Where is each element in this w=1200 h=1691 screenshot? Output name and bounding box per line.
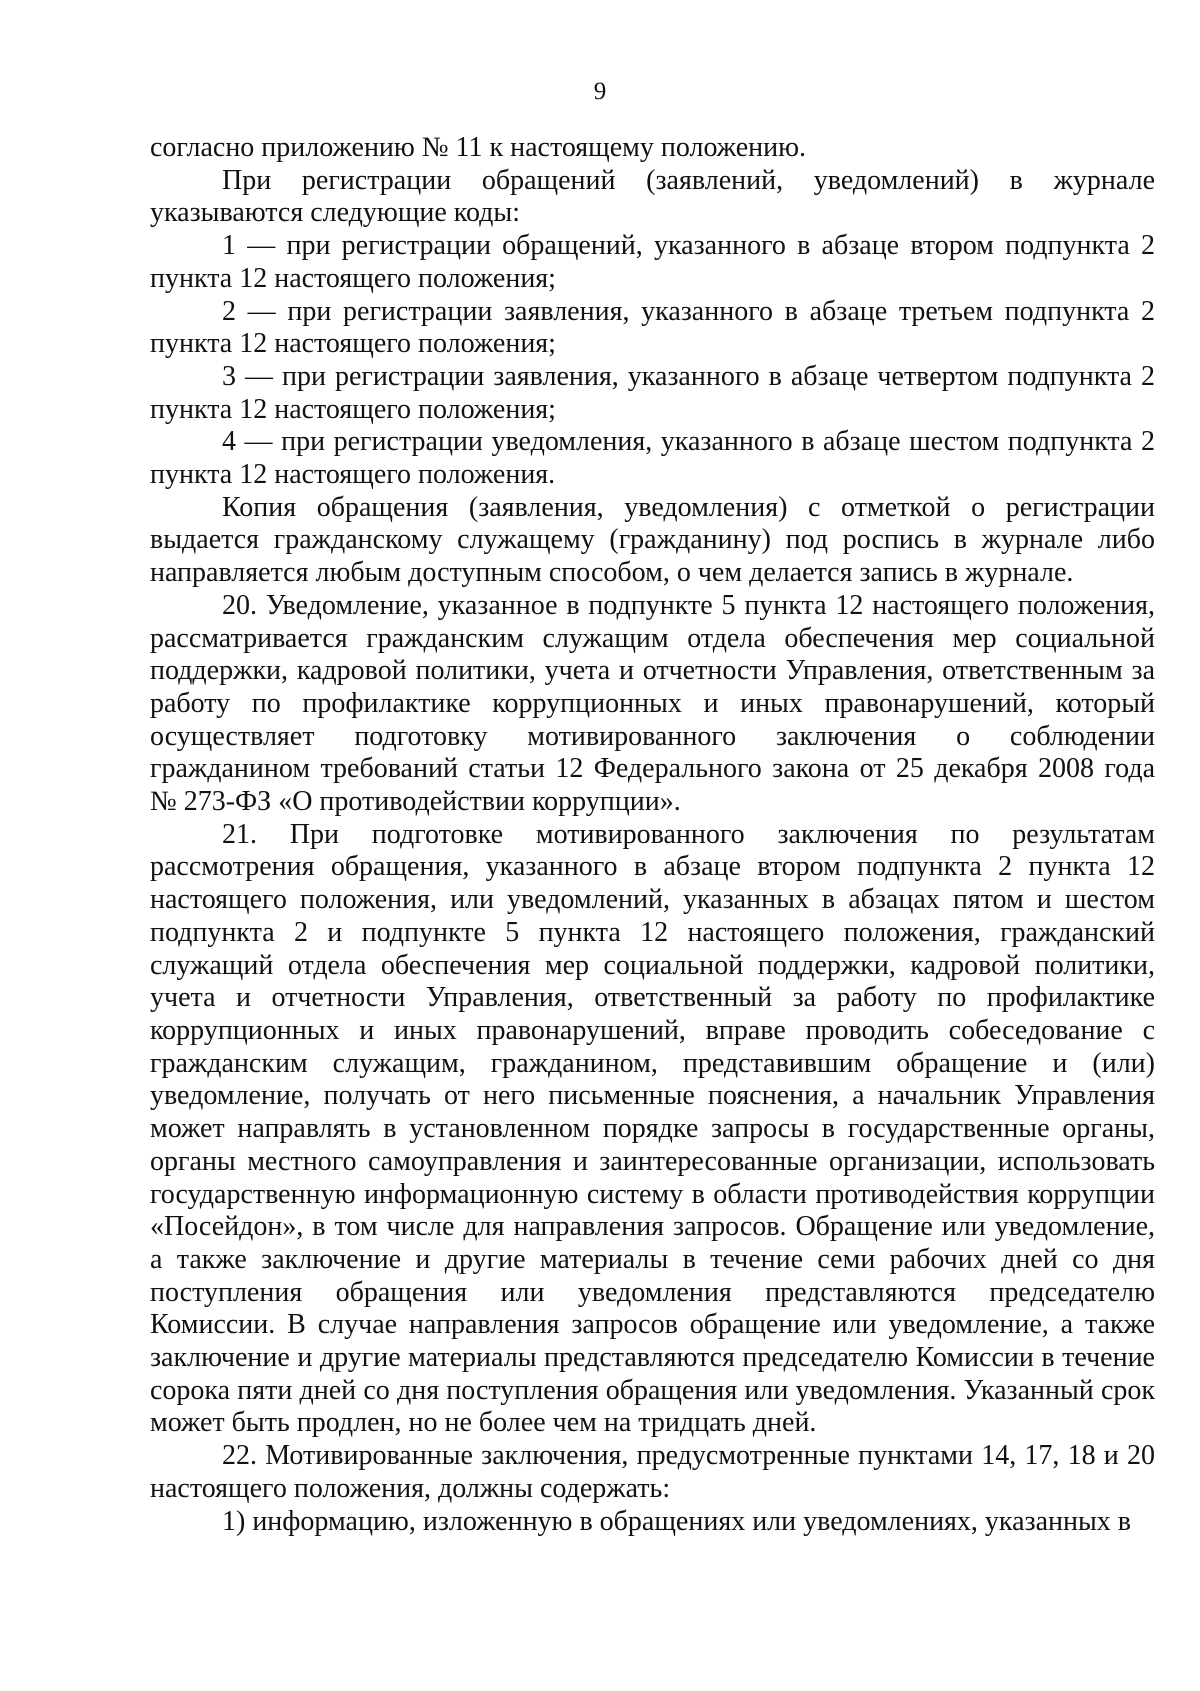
paragraph: 3 — при регистрации заявления, указанного в абзаце четвертом подпункта 2 пункта 12 настоящего положения;: [150, 360, 1155, 425]
paragraph: согласно приложению № 11 к настоящему положению.: [150, 132, 807, 163]
paragraph: 2 — при регистрации заявления, указанного в абзаце третьем подпункта 2 пункта 12 настоящего положения;: [150, 295, 1155, 360]
paragraph: 1) информацию, изложенную в обращениях или уведомлениях, указанных в: [222, 1505, 1132, 1537]
document-body: [150, 132, 1155, 1538]
paragraph: 21. При подготовке мотивированного заключения по результатам рассмотрения обращения, указанного в абзаце втором подпункта 2 пункта 12 настоящего положения, или уведомлений, указанных в абзацах пятом и шестом подпункта 2 и подпункте 5 пункта 12 настоящего положения, гражданский служащий отдела обеспечения мер социальной поддержки, кадровой политики, учета и отчетности Управления, ответственный за работу по профилактике коррупционных и иных правонарушений, вправе проводить собеседование с гражданским служащим, гражданином, представившим обращение и (или) уведомление, получать от него письменные пояснения, а начальник Управления может направлять в установленном порядке запросы в государственные органы, органы местного самоуправления и заинтересованные организации, использовать государственную информационную систему в области противодействия коррупции «Посейдон», в том числе для направления запросов. Обращение или уведомление, а также заключение и другие материалы в течение семи рабочих дней со дня поступления обращения или уведомления представляются председателю Комиссии. В случае направления запросов обращение или уведомление, а также заключение и другие материалы представляются председателю Комиссии в течение сорока пяти дней со дня поступления обращения или уведомления. Указанный срок может быть продлен, но не более чем на тридцать дней.: [150, 818, 1155, 1439]
paragraph: Копия обращения (заявления, уведомления) с отметкой о регистрации выдается гражданскому служащему (гражданину) под роспись в журнале либо направляется любым доступным способом, о чем делается запись в журнале.: [150, 491, 1155, 589]
paragraph: При регистрации обращений (заявлений, уведомлений) в журнале указываются следующие коды:: [150, 164, 1155, 229]
paragraph: 4 — при регистрации уведомления, указанного в абзаце шестом подпункта 2 пункта 12 настоящего положения.: [150, 426, 1155, 491]
paragraph: 1 — при регистрации обращений, указанного в абзаце втором подпункта 2 пункта 12 настоящего положения;: [150, 230, 1155, 294]
paragraph: 22. Мотивированные заключения, предусмотренные пунктами 14, 17, 18 и 20 настоящего положения, должны содержать:: [150, 1440, 1155, 1504]
page-number: 9: [593, 78, 607, 105]
paragraph: 20. Уведомление, указанное в подпункте 5 пункта 12 настоящего положения, рассматривается гражданским служащим отдела обеспечения мер социальной поддержки, кадровой политики, учета и отчетности Управления, ответственным за работу по профилактике коррупционных и иных правонарушений, который осуществляет подготовку мотивированного заключения о соблюдении гражданином требований статьи 12 Федерального закона от 25 декабря 2008 года № 273-ФЗ «О противодействии коррупции».: [150, 589, 1155, 818]
